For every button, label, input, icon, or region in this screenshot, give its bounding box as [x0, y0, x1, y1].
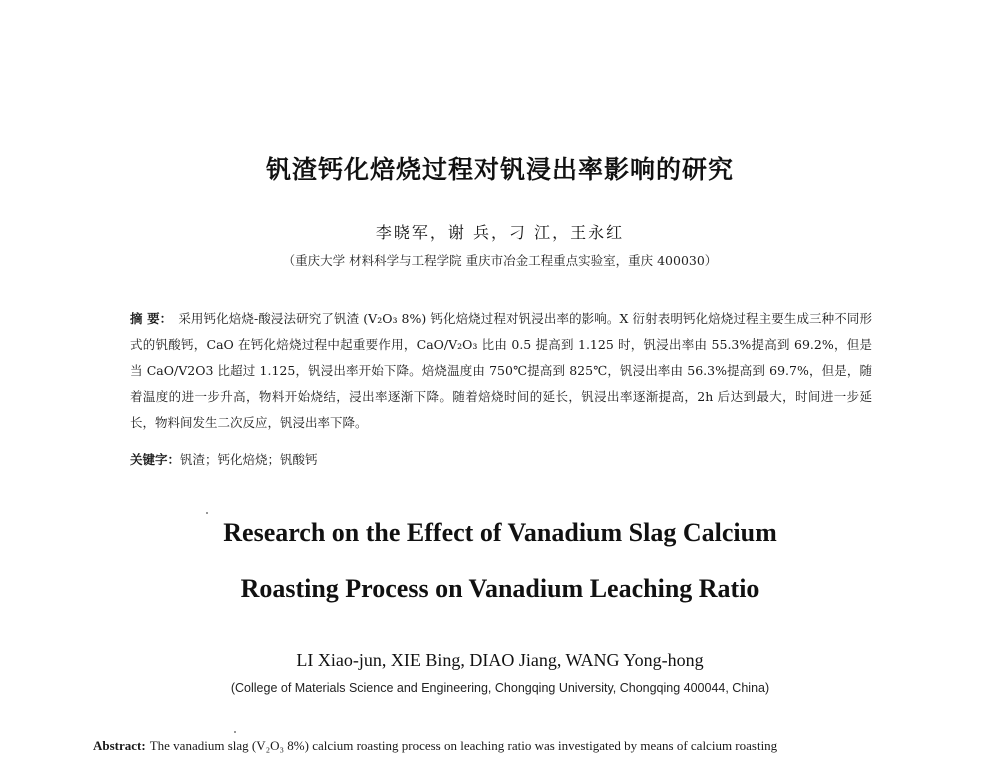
chinese-keywords [130, 450, 872, 468]
chinese-abstract-text: 采用钙化焙烧-酸浸法研究了钒渣 (V₂O₃ 8%) 钙化焙烧过程对钒浸出率的影响。X 衍射表明钙化焙烧过程主要生成三种不同形式的钒酸钙，CaO 在钙化焙烧过程中起重要作用，CaO/V₂O₃ 比由 0.5 提高到 1.125 时，钒浸出率由 55.3%提高到 69.2%，但是当 CaO/V2O3 比超过 1.125，钒浸出率开始下降。焙烧温度由 750℃提高到 825℃，钒浸出率由 56.3%提高到 69.7%，但是，随着温度的进一步升高，物料开始烧结，浸出率逐渐下降。随着焙烧时间的延长，钒浸出率逐渐提高，2h 后达到最大，时间进一步延长，物料间发生二次反应，钒浸出率下降。 [130, 311, 873, 430]
english-affiliation: (College of Materials Science and Engineering, Chongqing University, Chongqing 400044, China) [230, 681, 770, 695]
chinese-keywords-text: 钒渣；钙化焙烧；钒酸钙 [180, 452, 318, 467]
chinese-abstract-label: 摘 要： [130, 311, 173, 326]
english-abstract [93, 738, 923, 754]
chinese-title: 钒渣钙化焙烧过程对钒浸出率影响的研究 [265, 155, 734, 184]
scan-speck [234, 731, 236, 733]
chinese-abstract [130, 306, 872, 436]
chinese-keywords-label: 关键字： [130, 452, 181, 467]
english-abstract-label: Abstract: [93, 738, 146, 753]
english-title-line-2: Roasting Process on Vanadium Leaching Ratio [240, 574, 760, 603]
english-abstract-text: The vanadium slag (V₂O₃ 8%) calcium roasting process on leaching ratio was investigated by means of calcium roasting [149, 738, 778, 753]
scan-speck [206, 512, 208, 514]
english-authors: LI Xiao-jun, XIE Bing, DIAO Jiang, WANG Yong-hong [296, 650, 704, 670]
chinese-authors: 李晓军，谢 兵，刁 江，王永红 [375, 223, 625, 242]
chinese-affiliation: （重庆大学 材料科学与工程学院 重庆市冶金工程重点实验室，重庆 400030） [282, 253, 718, 268]
english-title-line-1: Research on the Effect of Vanadium Slag Calcium [223, 518, 777, 547]
